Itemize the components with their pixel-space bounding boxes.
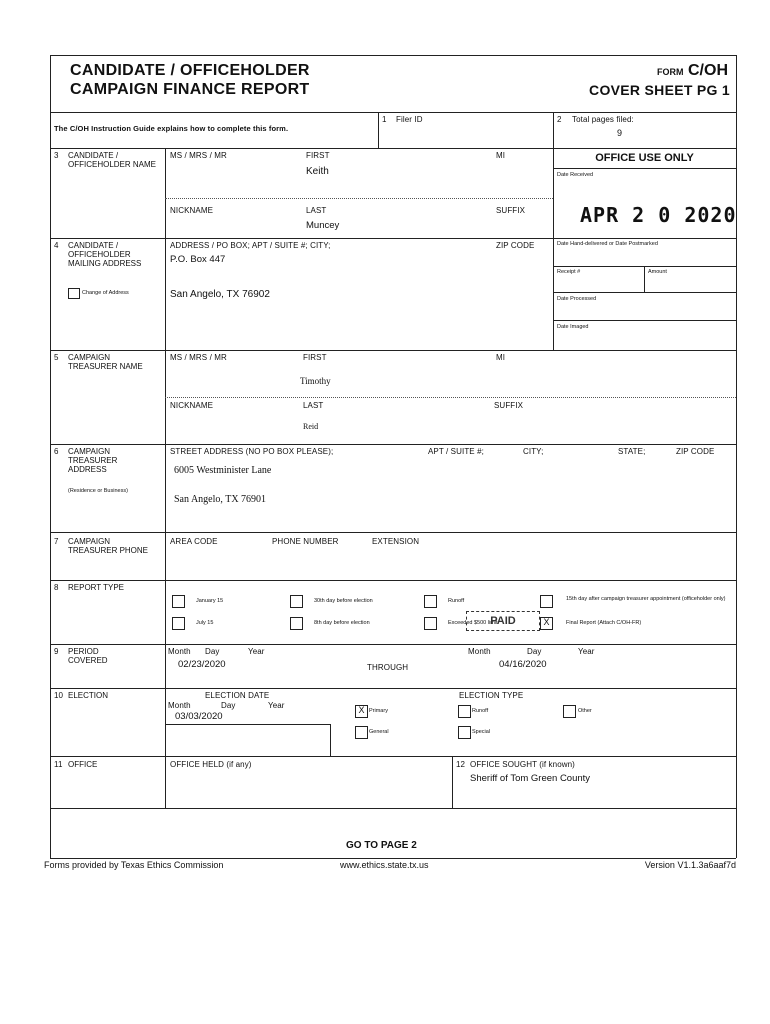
received-date-stamp: APR 2 0 2020 (580, 203, 737, 227)
section-4-number: 4 (54, 241, 59, 250)
office-held-label: OFFICE HELD (if any) (170, 760, 252, 769)
special-label: Special (472, 729, 491, 735)
hand-delivered-label: Date Hand-delivered or Date Postmarked (557, 241, 658, 247)
15th-day-checkbox[interactable] (540, 595, 553, 608)
period-end-day-label: Day (527, 647, 542, 656)
phone-number-label: PHONE NUMBER (272, 537, 339, 546)
candidate-suffix-label: SUFFIX (496, 206, 526, 215)
final-report-checkbox[interactable]: X (540, 617, 553, 630)
jan15-checkbox[interactable] (172, 595, 185, 608)
filer-id-label: Filer ID (396, 115, 423, 124)
section-8-number: 8 (54, 583, 59, 592)
filer-id-number: 1 (382, 115, 387, 124)
runoff-election-checkbox[interactable] (458, 705, 471, 718)
section-7-number: 7 (54, 537, 59, 546)
8th-day-label: 8th day before election (314, 620, 370, 626)
period-start-year-label: Year (248, 647, 265, 656)
date-imaged-label: Date Imaged (557, 324, 589, 330)
form-title-line2: CAMPAIGN FINANCE REPORT (70, 81, 310, 98)
15th-day-label: 15th day after campaign treasurer appointment (officeholder only) (566, 596, 726, 602)
treasurer-mi-label: MI (496, 353, 506, 362)
other-label: Other (578, 708, 592, 714)
go-to-page-2: GO TO PAGE 2 (346, 840, 417, 851)
candidate-address-line2: San Angelo, TX 76902 (170, 289, 270, 300)
period-start-date: 02/23/2020 (178, 659, 226, 670)
8th-day-checkbox[interactable] (290, 617, 303, 630)
date-processed-label: Date Processed (557, 296, 597, 302)
footer-version: Version V1.1.3a6aaf7d (644, 860, 736, 870)
other-checkbox[interactable] (563, 705, 576, 718)
cover-sheet-label: COVER SHEET PG 1 (589, 82, 730, 98)
general-label: General (369, 729, 389, 735)
treasurer-title-label: MS / MRS / MR (170, 353, 227, 362)
final-report-label: Final Report (Attach C/OH-FR) (566, 620, 642, 626)
office-sought-label: OFFICE SOUGHT (if known) (470, 760, 575, 769)
general-checkbox[interactable] (355, 726, 368, 739)
change-of-address-checkbox[interactable] (68, 288, 80, 299)
treasurer-city-label: CITY; (523, 447, 544, 456)
30th-day-label: 30th day before election (314, 598, 373, 604)
election-day-label: Day (221, 701, 236, 710)
form-title-line1: CANDIDATE / OFFICEHOLDER (70, 62, 310, 79)
election-type-label: ELECTION TYPE (459, 691, 524, 700)
treasurer-apt-label: APT / SUITE #; (428, 447, 484, 456)
treasurer-street-label: STREET ADDRESS (NO PO BOX PLEASE); (170, 447, 334, 456)
section-9-label: PERIOD COVERED (68, 647, 108, 665)
section-6-number: 6 (54, 447, 59, 456)
area-code-label: AREA CODE (170, 537, 218, 546)
total-pages-number: 2 (557, 115, 562, 124)
candidate-last-label: LAST (306, 206, 327, 215)
form-code: C/OH (688, 62, 728, 79)
section-7-label: CAMPAIGN TREASURER PHONE (68, 537, 149, 555)
section-10-label: ELECTION (68, 691, 109, 700)
candidate-mi-label: MI (496, 151, 506, 160)
treasurer-nickname-label: NICKNAME (170, 401, 214, 410)
candidate-title-label: MS / MRS / MR (170, 151, 227, 160)
section-11-label: OFFICE (68, 760, 98, 769)
change-of-address-label: Change of Address (82, 290, 129, 296)
period-end-year-label: Year (578, 647, 595, 656)
section-11-number: 11 (54, 760, 63, 769)
election-month-label: Month (168, 701, 191, 710)
candidate-last-value: Muncey (306, 220, 340, 231)
candidate-nickname-label: NICKNAME (170, 206, 214, 215)
runoff-report-checkbox[interactable] (424, 595, 437, 608)
total-pages-label: Total pages filed: (572, 115, 634, 124)
30th-day-checkbox[interactable] (290, 595, 303, 608)
period-start-month-label: Month (168, 647, 191, 656)
instruction-guide-note: The C/OH Instruction Guide explains how to complete this form. (54, 124, 289, 133)
section-9-number: 9 (54, 647, 59, 656)
treasurer-last-value: Reid (303, 422, 319, 431)
candidate-first-label: FIRST (306, 151, 330, 160)
section-10-number: 10 (54, 691, 64, 700)
extension-label: EXTENSION (372, 537, 420, 546)
special-checkbox[interactable] (458, 726, 471, 739)
candidate-first-value: Keith (306, 166, 329, 177)
candidate-address-labels: ADDRESS / PO BOX; APT / SUITE #; CITY; (170, 241, 331, 250)
office-sought-value: Sheriff of Tom Green County (470, 773, 591, 784)
treasurer-address-line1: 6005 Westminister Lane (174, 465, 272, 476)
section-6-label: CAMPAIGN TREASURER ADDRESS (68, 447, 118, 474)
amount-label: Amount (648, 269, 667, 275)
section-8-label: REPORT TYPE (68, 583, 125, 592)
primary-checkbox[interactable]: X (355, 705, 368, 718)
through-label: THROUGH (367, 663, 409, 672)
footer-website: www.ethics.state.tx.us (340, 860, 429, 870)
section-5-number: 5 (54, 353, 59, 362)
section-4-label: CANDIDATE / OFFICEHOLDER MAILING ADDRESS (68, 241, 142, 268)
election-date-label: ELECTION DATE (205, 691, 270, 700)
candidate-address-line1: P.O. Box 447 (170, 254, 226, 265)
section-3-label: CANDIDATE / OFFICEHOLDER NAME (68, 151, 157, 169)
treasurer-suffix-label: SUFFIX (494, 401, 524, 410)
receipt-label: Receipt # (557, 269, 581, 275)
primary-label: Primary (369, 708, 388, 714)
period-start-day-label: Day (205, 647, 220, 656)
jan15-label: January 15 (196, 598, 224, 604)
exceeded-limit-label: Exceeded $500 limit (448, 620, 498, 626)
treasurer-address-line2: San Angelo, TX 76901 (174, 494, 267, 505)
jul15-label: July 15 (196, 620, 214, 626)
period-end-date: 04/16/2020 (499, 659, 547, 670)
total-pages-value: 9 (617, 128, 623, 138)
treasurer-last-label: LAST (303, 401, 324, 410)
form-word: FORM (657, 67, 684, 77)
treasurer-state-label: STATE; (618, 447, 646, 456)
section-12-number: 12 (456, 760, 466, 769)
election-date-value: 03/03/2020 (175, 711, 223, 722)
jul15-checkbox[interactable] (172, 617, 185, 630)
residence-or-business-note: (Residence or Business) (68, 488, 128, 494)
date-received-label: Date Received (557, 172, 594, 178)
candidate-zip-label: ZIP CODE (496, 241, 535, 250)
form-code-block (657, 62, 728, 80)
period-end-month-label: Month (468, 647, 491, 656)
exceeded-limit-checkbox[interactable] (424, 617, 437, 630)
treasurer-zip-label: ZIP CODE (676, 447, 715, 456)
section-5-label: CAMPAIGN TREASURER NAME (68, 353, 143, 371)
treasurer-first-label: FIRST (303, 353, 327, 362)
paid-stamp: PAID (466, 611, 540, 631)
footer-provided-by: Forms provided by Texas Ethics Commission (44, 860, 224, 870)
election-year-label: Year (268, 701, 285, 710)
runoff-election-label: Runoff (472, 708, 489, 714)
runoff-report-label: Runoff (448, 598, 465, 604)
section-3-number: 3 (54, 151, 59, 160)
office-use-only-title: OFFICE USE ONLY (595, 152, 694, 164)
treasurer-first-value: Timothy (300, 376, 331, 386)
